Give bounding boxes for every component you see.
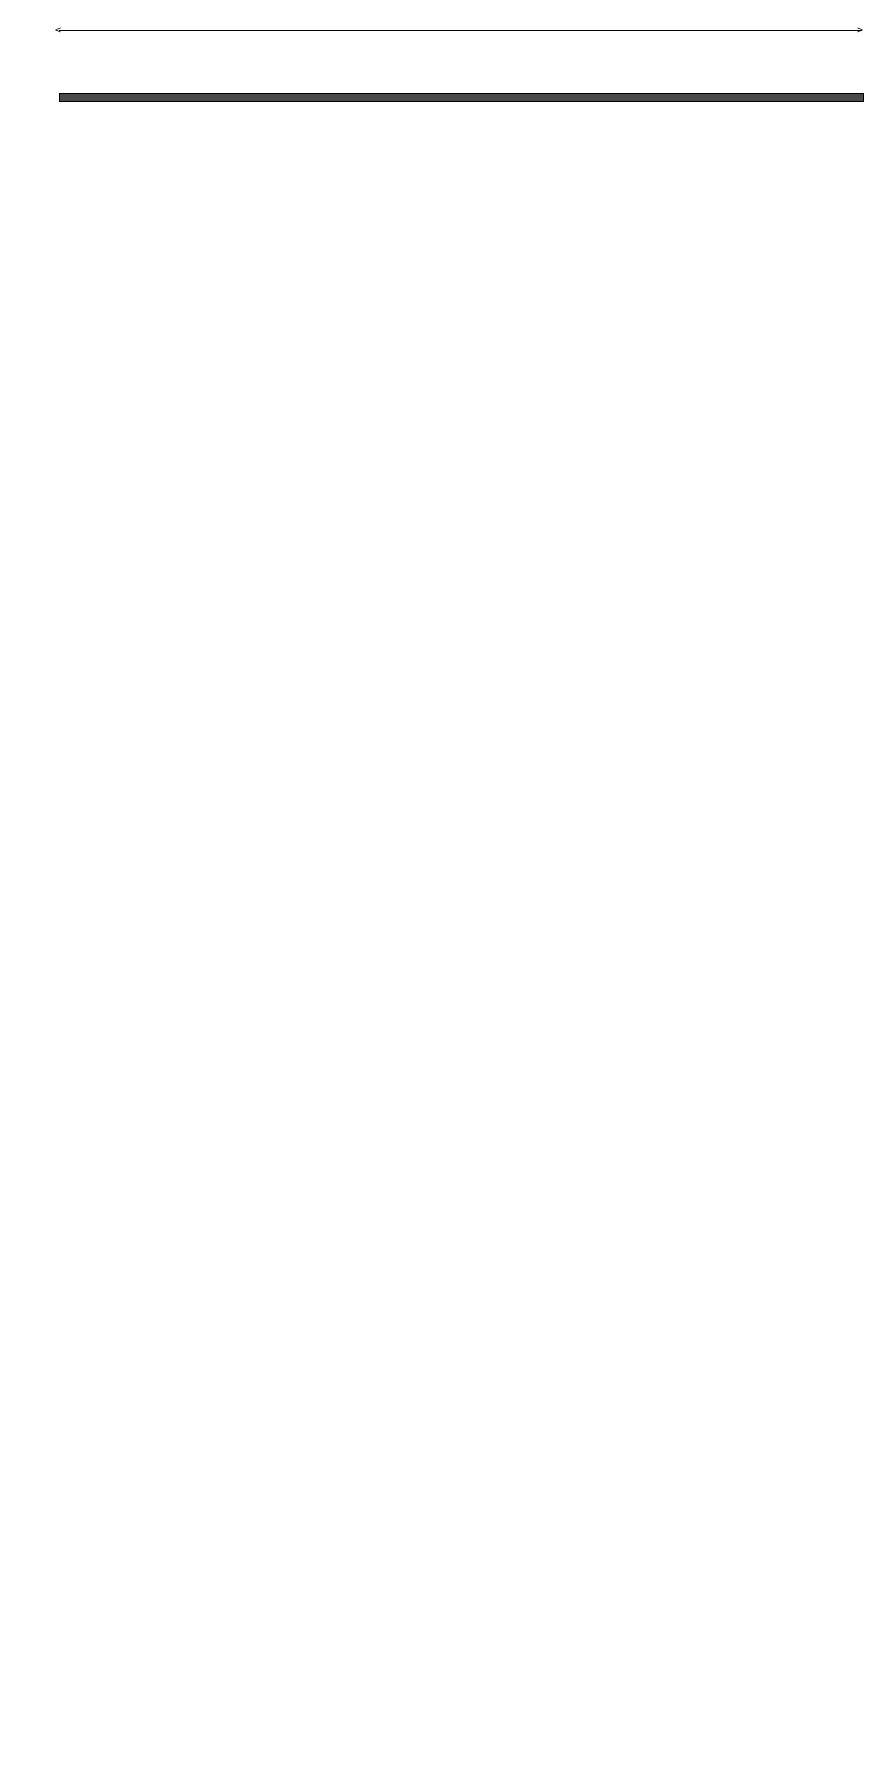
cyto-band-bar[interactable] [59,93,864,102]
ruler-right-arrow-icon: > [857,25,864,36]
ruler-axis [59,30,862,31]
ruler-left-arrow-icon: < [55,25,62,36]
